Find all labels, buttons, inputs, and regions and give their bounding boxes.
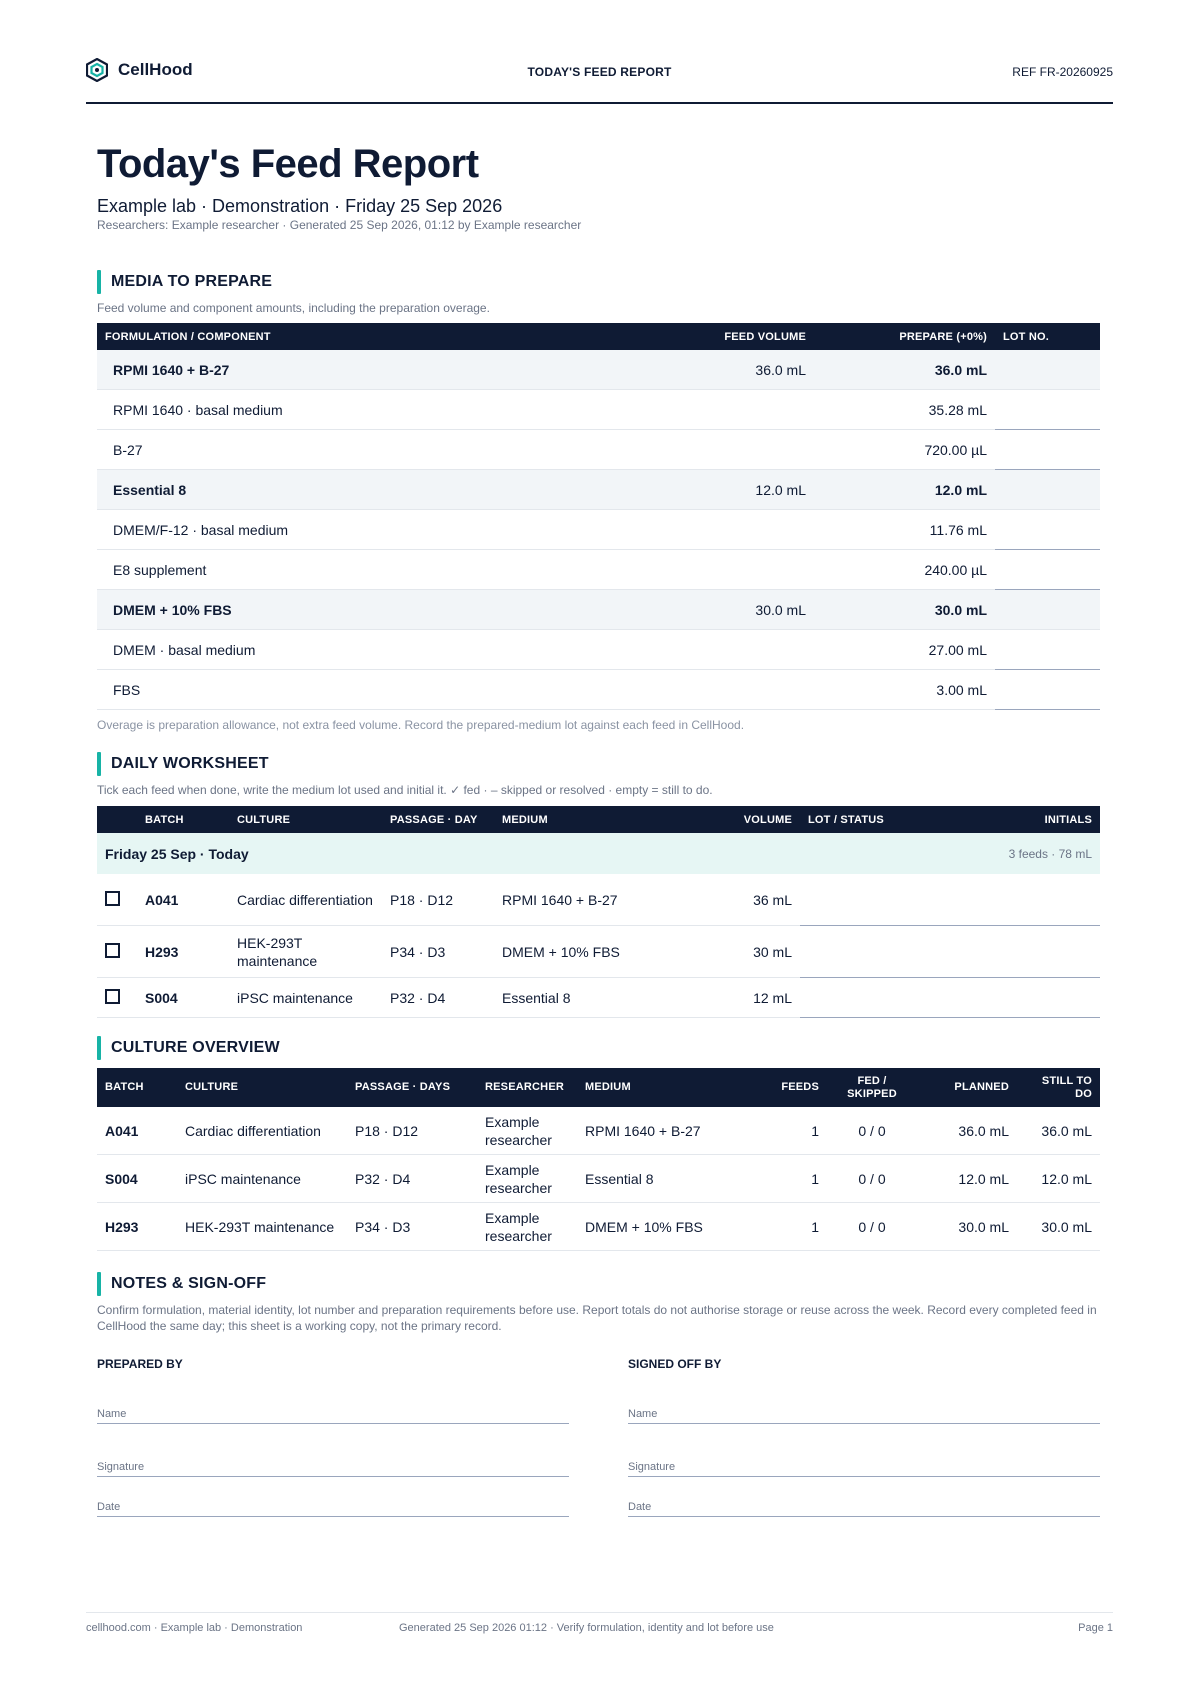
feed-volume: 36 mL [694,874,800,926]
medium-name: RPMI 1640 + B-27 [494,874,694,926]
day-group-row [97,833,1100,874]
initials-field[interactable] [988,874,1100,926]
table-row [97,590,1100,630]
table-row [97,390,1100,430]
feed-volume [609,510,814,550]
component-name: FBS [97,670,609,710]
page-meta: Researchers: Example researcher · Generated 25 Sep 2026, 01:12 by Example researcher [97,218,582,232]
component-name: DMEM/F-12 · basal medium [97,510,609,550]
checkbox-icon[interactable] [105,989,120,1004]
prepare-amount: 3.00 mL [814,670,995,710]
column-header: FORMULATION / COMPONENT [97,323,609,350]
culture-name: Cardiac differentiation [229,874,382,926]
header-ref: REF FR-20260925 [1012,65,1113,79]
feed-volume: 36.0 mL [609,350,814,390]
table-row [97,350,1100,390]
formulation-name: DMEM + 10% FBS [97,590,609,630]
column-header: BATCH [97,1068,177,1107]
medium-name: Essential 8 [577,1155,742,1203]
passage-day: P34 · D3 [382,926,494,978]
table-row [97,1107,1100,1155]
table-row [97,926,1100,978]
table-row [97,978,1100,1018]
brand-name: CellHood [118,60,193,79]
lot-number-field[interactable] [995,390,1100,430]
footer-left: cellhood.com · Example lab · Demonstration [86,1622,303,1634]
batch-id: S004 [97,1155,177,1203]
table-header-row [97,1068,1100,1107]
prepare-amount: 720.00 µL [814,430,995,470]
table-row [97,670,1100,710]
lot-status-field[interactable] [800,926,988,978]
column-header: PREPARE (+0%) [814,323,995,350]
prepare-amount: 36.0 mL [814,350,995,390]
still-to-do: 30.0 mL [1017,1203,1100,1251]
column-header: PASSAGE · DAYS [347,1068,477,1107]
column-header: RESEARCHER [477,1068,577,1107]
table-row [97,874,1100,926]
component-name: RPMI 1640 · basal medium [97,390,609,430]
fed-skipped: 0 / 0 [827,1107,917,1155]
fed-skipped: 0 / 0 [827,1155,917,1203]
table-row [97,1155,1100,1203]
name-field[interactable]: Name [97,1408,569,1424]
culture-name: HEK-293T maintenance [229,926,382,978]
column-header [97,806,137,833]
table-header-row [97,806,1100,833]
column-header: CULTURE [229,806,382,833]
lot-status-field[interactable] [800,978,988,1018]
formulation-name: RPMI 1640 + B-27 [97,350,609,390]
column-header: STILL TO DO [1017,1068,1100,1107]
column-header: INITIALS [988,806,1100,833]
batch-id: H293 [137,926,229,978]
checkbox-icon[interactable] [105,891,120,906]
prepare-amount: 12.0 mL [814,470,995,510]
prepare-amount: 27.00 mL [814,630,995,670]
column-header: VOLUME [694,806,800,833]
column-header: MEDIUM [494,806,694,833]
feed-checkbox-cell [97,874,137,926]
date-field[interactable]: Date [628,1501,1100,1517]
name-field[interactable]: Name [628,1408,1100,1424]
section-heading-worksheet: DAILY WORKSHEET [97,752,269,776]
feed-volume: 12 mL [694,978,800,1018]
table-header-row [97,323,1100,350]
feed-volume [609,430,814,470]
worksheet-table [97,806,1100,1018]
feed-volume [609,390,814,430]
planned-volume: 36.0 mL [917,1107,1017,1155]
planned-volume: 30.0 mL [917,1203,1017,1251]
day-summary: 3 feeds · 78 mL [800,833,1100,874]
column-header: PASSAGE · DAY [382,806,494,833]
feeds-count: 1 [742,1107,827,1155]
researcher: Example researcher [477,1203,577,1251]
medium-name: DMEM + 10% FBS [577,1203,742,1251]
column-header: FED / SKIPPED [827,1068,917,1107]
section-heading-media: MEDIA TO PREPARE [97,270,272,294]
feed-volume [609,550,814,590]
table-row [97,550,1100,590]
overview-table [97,1068,1100,1251]
prepare-amount: 30.0 mL [814,590,995,630]
section-description-worksheet: Tick each feed when done, write the medium lot used and initial it. ✓ fed · – skipped or resolved · empty = still to do. [97,783,713,797]
feed-volume: 12.0 mL [609,470,814,510]
fed-skipped: 0 / 0 [827,1203,917,1251]
lot-number-field[interactable] [995,670,1100,710]
page-title: Today's Feed Report [97,142,479,186]
prepared-by-block [97,1357,569,1513]
passage-days: P34 · D3 [347,1203,477,1251]
feeds-count: 1 [742,1155,827,1203]
column-header: LOT NO. [995,323,1100,350]
culture-name: HEK-293T maintenance [177,1203,347,1251]
feed-volume [609,670,814,710]
column-header: FEED VOLUME [609,323,814,350]
lot-cell[interactable] [995,350,1100,390]
lot-number-field[interactable] [995,550,1100,590]
medium-name: DMEM + 10% FBS [494,926,694,978]
lot-number-field[interactable] [995,630,1100,670]
batch-id: A041 [137,874,229,926]
planned-volume: 12.0 mL [917,1155,1017,1203]
column-header: LOT / STATUS [800,806,988,833]
footer-center: Generated 25 Sep 2026 01:12 · Verify formulation, identity and lot before use [399,1622,774,1634]
lot-status-field[interactable] [800,874,988,926]
section-heading-overview: CULTURE OVERVIEW [97,1036,280,1060]
table-row [97,470,1100,510]
footer-page-number: Page 1 [1078,1622,1113,1634]
column-header: BATCH [137,806,229,833]
section-heading-notes: NOTES & SIGN-OFF [97,1272,266,1296]
table-row [97,510,1100,550]
still-to-do: 36.0 mL [1017,1107,1100,1155]
column-header: FEEDS [742,1068,827,1107]
table-row [97,430,1100,470]
table-row [97,1203,1100,1251]
column-header: MEDIUM [577,1068,742,1107]
prepare-amount: 240.00 µL [814,550,995,590]
medium-name: RPMI 1640 + B-27 [577,1107,742,1155]
feed-volume [609,630,814,670]
prepare-amount: 35.28 mL [814,390,995,430]
feed-volume: 30 mL [694,926,800,978]
batch-id: A041 [97,1107,177,1155]
signature-field[interactable]: Signature [97,1461,569,1477]
feeds-count: 1 [742,1203,827,1251]
footer-divider [86,1612,1113,1613]
notes-text: Confirm formulation, material identity, lot number and preparation requirements before use. Report totals do not authorise storage or reuse across the week. Record every completed feed in CellHood the same day; this sheet is a working copy, not the primary record. [97,1303,1097,1333]
column-header: PLANNED [917,1068,1017,1107]
column-header: CULTURE [177,1068,347,1107]
component-name: B-27 [97,430,609,470]
signed-off-by-block [628,1357,1100,1513]
signature-field[interactable]: Signature [628,1461,1100,1477]
culture-name: iPSC maintenance [229,978,382,1018]
lot-cell[interactable] [995,590,1100,630]
date-field[interactable]: Date [97,1501,569,1517]
component-name: E8 supplement [97,550,609,590]
day-label: Friday 25 Sep · Today [97,833,800,874]
passage-day: P18 · D12 [382,874,494,926]
feed-volume: 30.0 mL [609,590,814,630]
researcher: Example researcher [477,1107,577,1155]
researcher: Example researcher [477,1155,577,1203]
lot-cell[interactable] [995,470,1100,510]
lot-number-field[interactable] [995,510,1100,550]
checkbox-icon[interactable] [105,943,120,958]
passage-days: P32 · D4 [347,1155,477,1203]
lot-number-field[interactable] [995,430,1100,470]
signed-off-by-label: SIGNED OFF BY [628,1357,722,1371]
feed-checkbox-cell [97,978,137,1018]
culture-name: iPSC maintenance [177,1155,347,1203]
media-table [97,323,1100,710]
page-header [86,56,1113,104]
header-doc-title: TODAY'S FEED REPORT [527,65,672,79]
formulation-name: Essential 8 [97,470,609,510]
batch-id: S004 [137,978,229,1018]
media-footnote: Overage is preparation allowance, not extra feed volume. Record the prepared-medium lot against each feed in CellHood. [97,718,745,732]
initials-field[interactable] [988,978,1100,1018]
section-description-media: Feed volume and component amounts, including the preparation overage. [97,301,490,315]
component-name: DMEM · basal medium [97,630,609,670]
still-to-do: 12.0 mL [1017,1155,1100,1203]
table-row [97,630,1100,670]
passage-day: P32 · D4 [382,978,494,1018]
initials-field[interactable] [988,926,1100,978]
passage-days: P18 · D12 [347,1107,477,1155]
prepare-amount: 11.76 mL [814,510,995,550]
culture-name: Cardiac differentiation [177,1107,347,1155]
feed-checkbox-cell [97,926,137,978]
batch-id: H293 [97,1203,177,1251]
page-subtitle: Example lab · Demonstration · Friday 25 Sep 2026 [97,196,503,216]
medium-name: Essential 8 [494,978,694,1018]
prepared-by-label: PREPARED BY [97,1357,183,1371]
